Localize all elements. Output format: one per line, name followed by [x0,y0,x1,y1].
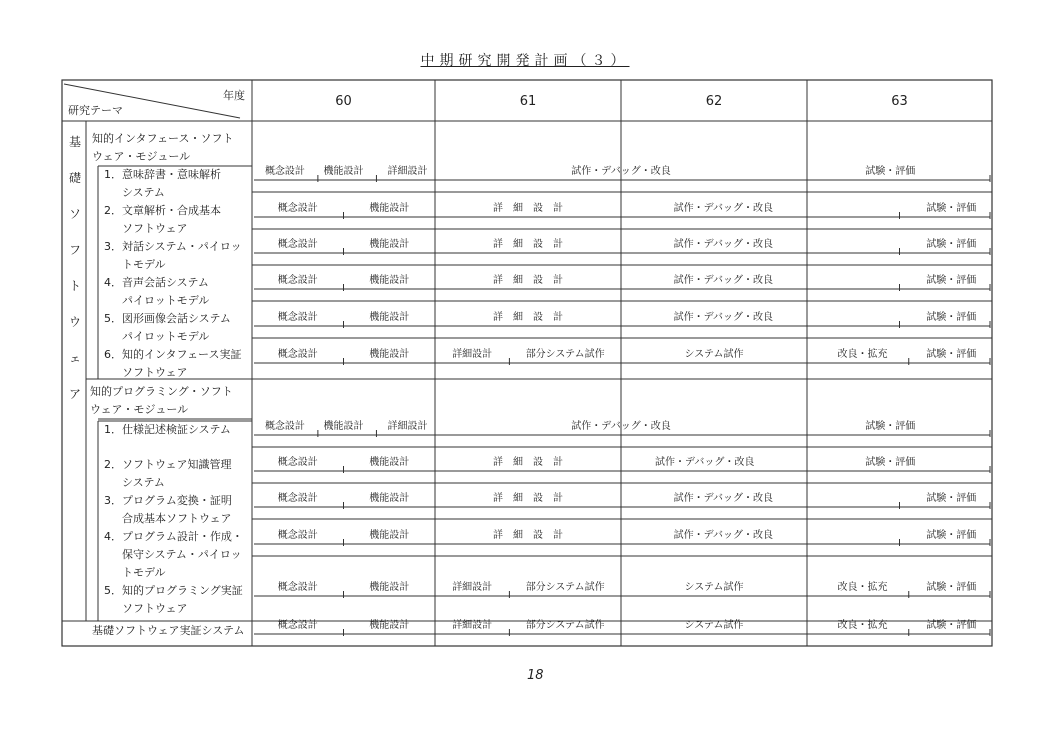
side-label-char: 礎 [68,171,82,185]
item-label: 1．仕様記述検証システム [104,423,231,436]
item-label: システム [122,186,165,199]
task-label: 試験・評価 [926,493,977,504]
item-label: 5．図形画像会話システム [104,312,231,325]
task-label: 試作・デバッグ・改良 [673,530,774,541]
task-label: 機能設計 [369,493,410,504]
task-label: 改良・拡充 [837,582,888,593]
task-label: 試作・デバッグ・改良 [673,275,774,286]
task-label: システム試作 [684,582,744,593]
task-label: 試験・評価 [926,530,977,541]
year-header-60: 60 [335,94,352,109]
task-label: 試験・評価 [926,349,977,360]
section-title: ウェア・モジュール [92,150,191,163]
task-label: 概念設計 [277,239,318,250]
side-label-char: ェ [68,351,82,365]
task-label: 試験・評価 [926,275,977,286]
item-label: ソフトウェア [122,366,188,379]
task-label: 試作・デバッグ・改良 [673,239,774,250]
task-label: 試作・デバッグ・改良 [673,312,774,323]
task-label: 詳 細 設 計 [493,530,563,541]
task-label: 概念設計 [277,312,318,323]
task-label: 詳 細 設 計 [493,239,563,250]
item-label: システム [122,476,165,489]
item-label: 3．対話システム・パイロッ [104,240,242,253]
task-label: 機能設計 [369,275,410,286]
item-label: ソフトウェア [122,222,188,235]
task-label: 試験・評価 [926,239,977,250]
task-label: 概念設計 [277,275,318,286]
task-label: 改良・拡充 [837,349,888,360]
item-label: 合成基本ソフトウェア [122,512,232,525]
task-label: 部分システム試作 [525,582,605,593]
section-title: ウェア・モジュール [90,403,189,416]
task-label: 詳細設計 [452,582,493,593]
task-label: 詳 細 設 計 [493,493,563,504]
task-label: 概念設計 [277,493,318,504]
task-label: 試作・デバッグ・改良 [673,493,774,504]
task-label: 部分システム試作 [525,620,605,631]
year-header-63: 63 [891,94,908,109]
item-label: 3．プログラム変換・証明 [104,494,232,507]
task-label: 試作・デバッグ・改良 [654,457,755,468]
side-label-char: 基 [68,135,82,149]
side-label-char: ア [68,387,82,401]
task-label: 概念設計 [264,421,305,432]
task-label: 詳細設計 [387,421,428,432]
task-label: 機能設計 [323,421,364,432]
task-label: 概念設計 [277,203,318,214]
item-label: トモデル [122,258,166,271]
side-label-char: ウ [68,315,82,329]
task-label: 試験・評価 [926,582,977,593]
task-label: 試験・評価 [865,457,916,468]
year-header-label: 年度 [223,89,245,102]
task-label: 詳 細 設 計 [493,312,563,323]
task-label: 概念設計 [277,457,318,468]
task-label: 概念設計 [277,582,318,593]
task-label: 改良・拡充 [837,620,888,631]
task-label: 概念設計 [277,349,318,360]
task-label: 機能設計 [369,530,410,541]
task-label: 詳細設計 [387,166,428,177]
task-label: 詳 細 設 計 [493,275,563,286]
side-label-char: ト [68,279,82,293]
item-label: パイロットモデル [122,330,210,343]
task-label: 機能設計 [369,457,410,468]
final-row-label: 基礎ソフトウェア実証システム [92,624,245,637]
page-number: 18 [527,668,544,683]
task-label: 詳 細 設 計 [493,457,563,468]
item-label: 6．知的インタフェース実証 [104,348,242,361]
item-label: 4．音声会話システム [104,276,209,289]
task-label: 詳細設計 [452,349,493,360]
item-label: トモデル [122,566,166,579]
side-label-char: ソ [68,207,82,221]
task-label: 試験・評価 [926,312,977,323]
task-label: 機能設計 [369,312,410,323]
item-label: 保守システム・パイロッ [122,548,242,561]
year-header-61: 61 [519,94,537,109]
task-label: 詳 細 設 計 [493,203,563,214]
task-label: 部分システム試作 [525,349,605,360]
task-label: 概念設計 [277,530,318,541]
task-label: 詳細設計 [452,620,493,631]
task-label: 機能設計 [369,349,410,360]
item-label: 4．プログラム設計・作成・ [104,530,243,543]
year-header-62: 62 [705,94,723,109]
task-label: 試作・デバッグ・改良 [673,203,774,214]
task-label: 試験・評価 [865,421,916,432]
item-label: 2．文章解析・合成基本 [104,204,221,217]
item-label: 5．知的プログラミング実証 [104,584,243,597]
task-label: 試作・デバッグ・改良 [571,166,671,177]
task-label: 概念設計 [277,620,318,631]
task-label: 概念設計 [264,166,305,177]
item-label: 2．ソフトウェア知識管理 [104,458,232,471]
section-title: 知的インタフェース・ソフト [92,132,234,145]
theme-header-label: 研究テーマ [68,104,123,117]
item-label: パイロットモデル [122,294,210,307]
task-label: 機能設計 [369,239,410,250]
task-label: システム試作 [684,349,744,360]
task-label: 試験・評価 [926,203,977,214]
side-label-char: フ [68,243,82,257]
item-label: 1．意味辞書・意味解析 [104,168,221,181]
page-title: 中期研究開発計画（３） [420,53,630,69]
task-label: 機能設計 [369,620,410,631]
task-label: システム試作 [684,620,744,631]
task-label: 機能設計 [323,166,364,177]
item-label: ソフトウェア [122,602,188,615]
task-label: 試作・デバッグ・改良 [571,421,671,432]
task-label: 機能設計 [369,203,410,214]
task-label: 機能設計 [369,582,410,593]
section-title: 知的プログラミング・ソフト [90,385,233,398]
task-label: 試験・評価 [926,620,977,631]
task-label: 試験・評価 [865,166,916,177]
